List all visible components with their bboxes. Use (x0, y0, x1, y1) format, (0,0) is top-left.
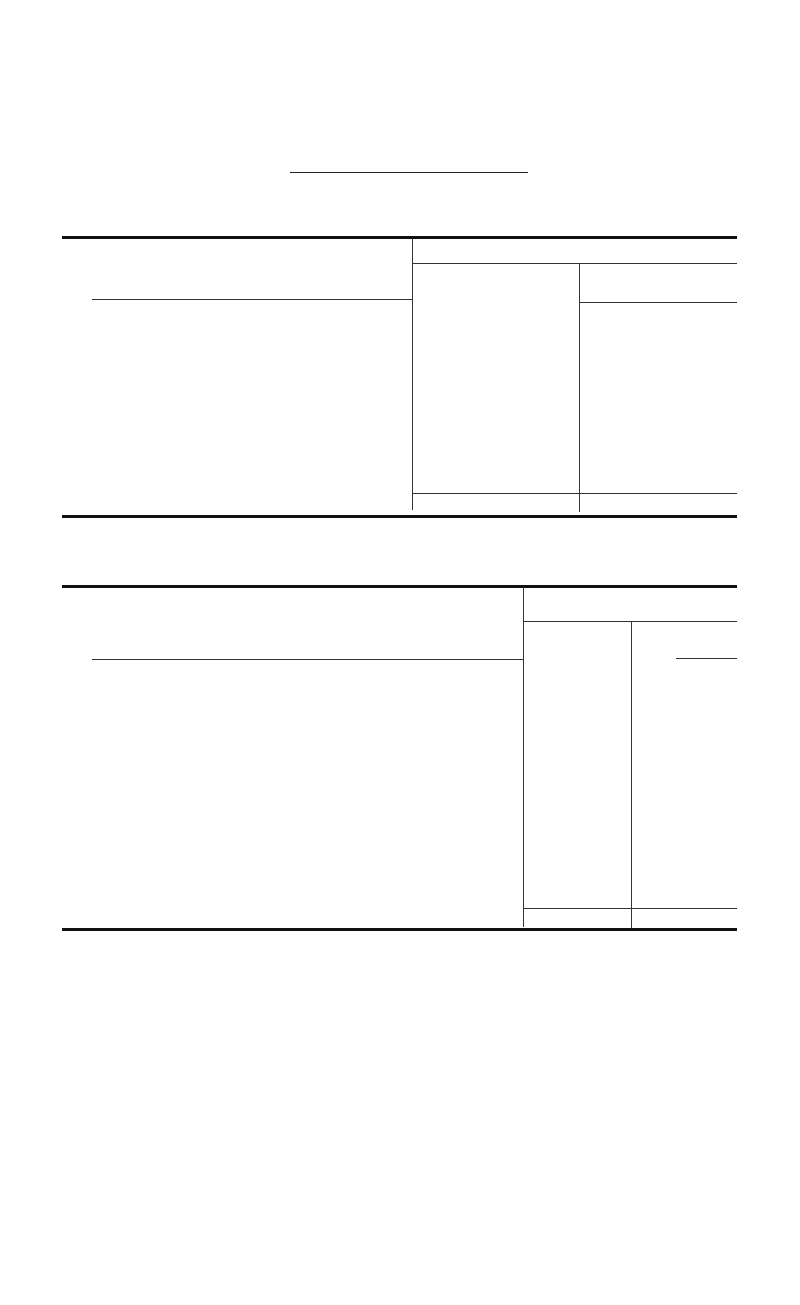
defects-header-rule-left (92, 659, 524, 660)
inspection-top-rule (62, 236, 737, 239)
inspection-header-rule-left (92, 299, 412, 300)
defects-subheader-rule (524, 621, 737, 622)
defects-total-rule (524, 908, 737, 909)
inspection-bottom-rule (62, 515, 737, 518)
defects-header-rule-right (676, 658, 737, 659)
inspection-total-rule (413, 493, 737, 494)
defects-top-rule (62, 585, 737, 588)
defects-divider-1 (523, 587, 524, 927)
defects-divider-2 (631, 622, 632, 928)
defects-bottom-rule (62, 928, 737, 931)
inspection-divider-1 (412, 238, 413, 510)
inspection-subheader-rule (413, 263, 737, 264)
title-divider (290, 172, 528, 173)
inspection-header-rule-right (579, 302, 737, 303)
